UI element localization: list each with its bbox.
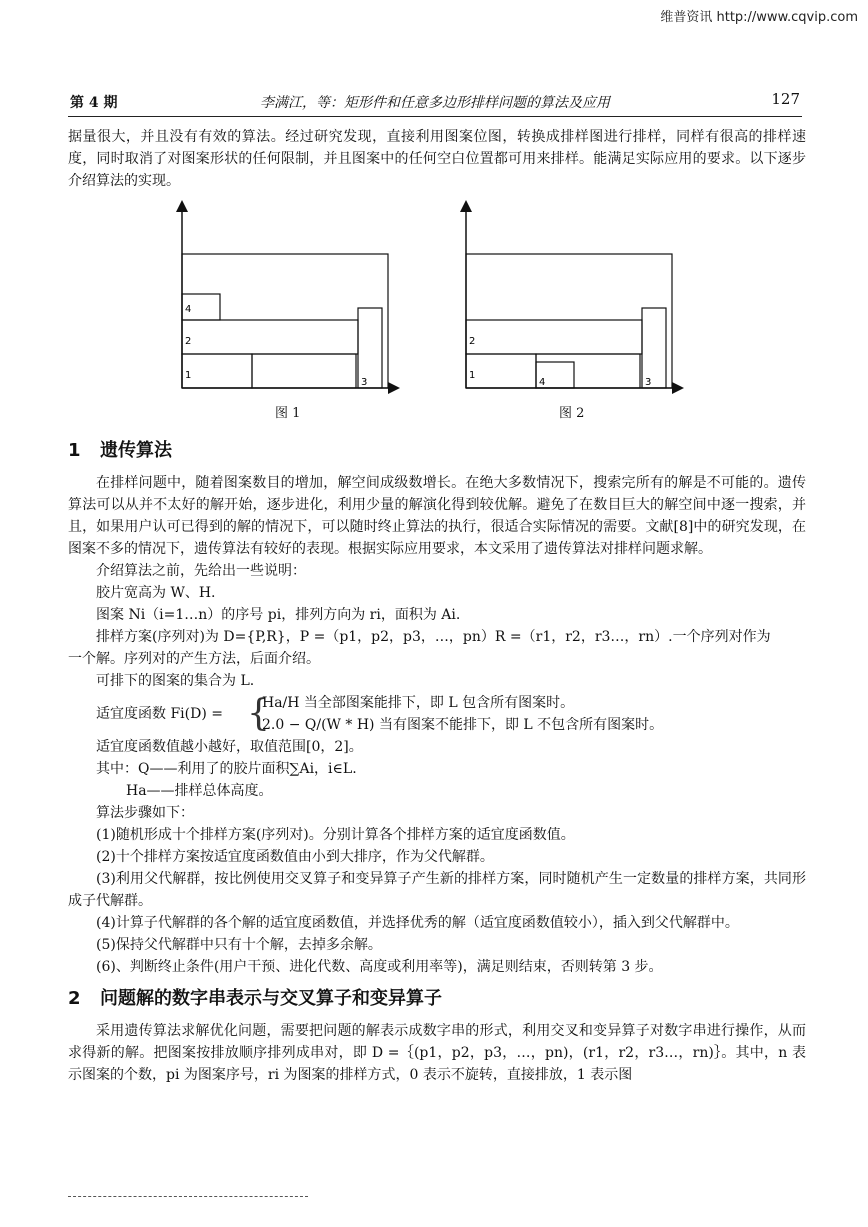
- section-2-number: 2: [68, 988, 81, 1009]
- step-6: (6)、判断终止条件(用户干预、进化代数、高度或利用率等)，满足则结束，否则转第 3 步。: [96, 959, 663, 975]
- rect-1: [466, 354, 536, 388]
- rect-2: [466, 320, 642, 354]
- label-4: 4: [185, 304, 192, 315]
- scheme-line-1: 排样方案(序列对)为 D={P,R}，P =（p1，p2，p3，…，pn）R =（r1，r2，r3…，rn）.一个序列对作为: [96, 629, 771, 645]
- rect-1b: [536, 354, 640, 388]
- rect-1: [182, 354, 252, 388]
- note-intro: 介绍算法之前，先给出一些说明：: [96, 563, 306, 579]
- issue-number: 第 4 期: [70, 95, 118, 111]
- step-1: (1)随机形成十个排样方案(序列对)。分别计算各个排样方案的适宜度函数值。: [96, 827, 575, 843]
- where-ha: Ha——排样总体高度。: [126, 783, 273, 799]
- label-1: 1: [469, 370, 476, 381]
- set-l: 可排下的图案的集合为 L.: [96, 673, 255, 689]
- rect-2: [182, 320, 358, 354]
- section-1-heading: [68, 438, 806, 464]
- header-rule: [68, 116, 802, 117]
- label-2: 2: [469, 336, 476, 347]
- section-1-number: 1: [68, 440, 81, 461]
- intro-paragraph: 据量很大，并且没有有效的算法。经过研究发现，直接利用图案位图，转换成排样图进行排样，同样有很高的排样速度，同时取消了对图案形状的任何限制，并且图案中的任何空白位置都可用来排样。能满足实际应用的要求。以下逐步介绍算法的实现。: [68, 129, 806, 189]
- label-1: 1: [185, 370, 192, 381]
- pattern-definition: 图案 Ni（i=1…n）的序号 pi，排列方向为 ri，面积为 Ai.: [96, 607, 461, 623]
- page-content: [68, 126, 806, 1086]
- figure-2-caption: 图 2: [559, 406, 585, 421]
- figure-1-diagram: [172, 198, 402, 398]
- running-header: [70, 92, 800, 114]
- step-3: (3)利用父代解群，按比例使用交叉算子和变异算子产生新的排样方案，同时随机产生一定数量的排样方案，共同形成子代解群。: [68, 871, 806, 909]
- label-2: 2: [185, 336, 192, 347]
- running-title: 李满江，等：矩形件和任意多边形排样问题的算法及应用: [260, 95, 610, 111]
- where-q: 其中：Q——利用了的胶片面积∑Ai，i∈L.: [96, 761, 357, 777]
- section-1-title: 遗传算法: [100, 440, 172, 461]
- rect-1b: [252, 354, 356, 388]
- rect-3: [642, 308, 666, 388]
- fitness-range: 适宜度函数值越小越好，取值范围[0，2]。: [96, 739, 363, 755]
- step-2: (2)十个排样方案按适宜度函数值由小到大排序，作为父代解群。: [96, 849, 494, 865]
- footnote-rule: [68, 1196, 308, 1197]
- steps-intro: 算法步骤如下：: [96, 805, 194, 821]
- figure-1: [172, 198, 402, 402]
- scheme-line-2: 一个解。序列对的产生方法，后面介绍。: [68, 651, 320, 667]
- label-4: 4: [539, 377, 546, 388]
- fitness-label: 适宜度函数 Fi(D) =: [96, 706, 223, 722]
- figure-2-diagram: [456, 198, 686, 398]
- figure-1-caption: 图 1: [275, 406, 301, 421]
- film-size: 胶片宽高为 W、H.: [96, 585, 216, 601]
- label-3: 3: [645, 377, 652, 388]
- section-2-heading: [68, 986, 806, 1012]
- figure-2: [456, 198, 686, 402]
- fitness-function: [68, 692, 806, 736]
- fitness-case-2: 2.0 − Q/(W * H) 当有图案不能排下，即 L 不包含所有图案时。: [262, 717, 664, 733]
- page-number: 127: [771, 90, 800, 108]
- step-5: (5)保持父代解群中只有十个解，去掉多余解。: [96, 937, 382, 953]
- sheet-outline: [182, 254, 388, 388]
- step-4: (4)计算子代解群的各个解的适宜度函数值，并选择优秀的解（适宜度函数值较小），插入到父代解群中。: [96, 915, 739, 931]
- fitness-case-1: Ha/H 当全部图案能排下，即 L 包含所有图案时。: [262, 695, 575, 711]
- rect-3: [358, 308, 382, 388]
- watermark: 维普资讯 http://www.cqvip.com: [660, 10, 858, 25]
- section-2-paragraph: 采用遗传算法求解优化问题，需要把问题的解表示成数字串的形式，利用交叉和变异算子对数字串进行操作，从而求得新的解。把图案按排放顺序排列成串对，即 D =｛(p1，p2，p3，…，pn)，(r1，r2，r3…，rn)｝。其中，n 表示图案的个数，pi 为图案序号，ri 为图案的排样方式，0 表示不旋转，直接排放，1 表示图: [68, 1023, 806, 1083]
- section-2-title: 问题解的数字串表示与交叉算子和变异算子: [100, 988, 442, 1009]
- sheet-outline: [466, 254, 672, 388]
- section-1-paragraph: 在排样问题中，随着图案数目的增加，解空间成级数增长。在绝大多数情况下，搜索完所有的解是不可能的。遗传算法可以从并不太好的解开始，逐步进化，利用少量的解演化得到较优解。避免了在数目巨大的解空间中逐一搜索，并且，如果用户认可已得到的解的情况下，可以随时终止算法的执行，很适合实际情况的需要。文献[8]中的研究发现，在图案不多的情况下，遗传算法有较好的表现。根据实际应用要求，本文采用了遗传算法对排样问题求解。: [68, 475, 806, 557]
- figures: [68, 198, 806, 430]
- brace-icon: {: [247, 693, 270, 734]
- label-3: 3: [361, 377, 368, 388]
